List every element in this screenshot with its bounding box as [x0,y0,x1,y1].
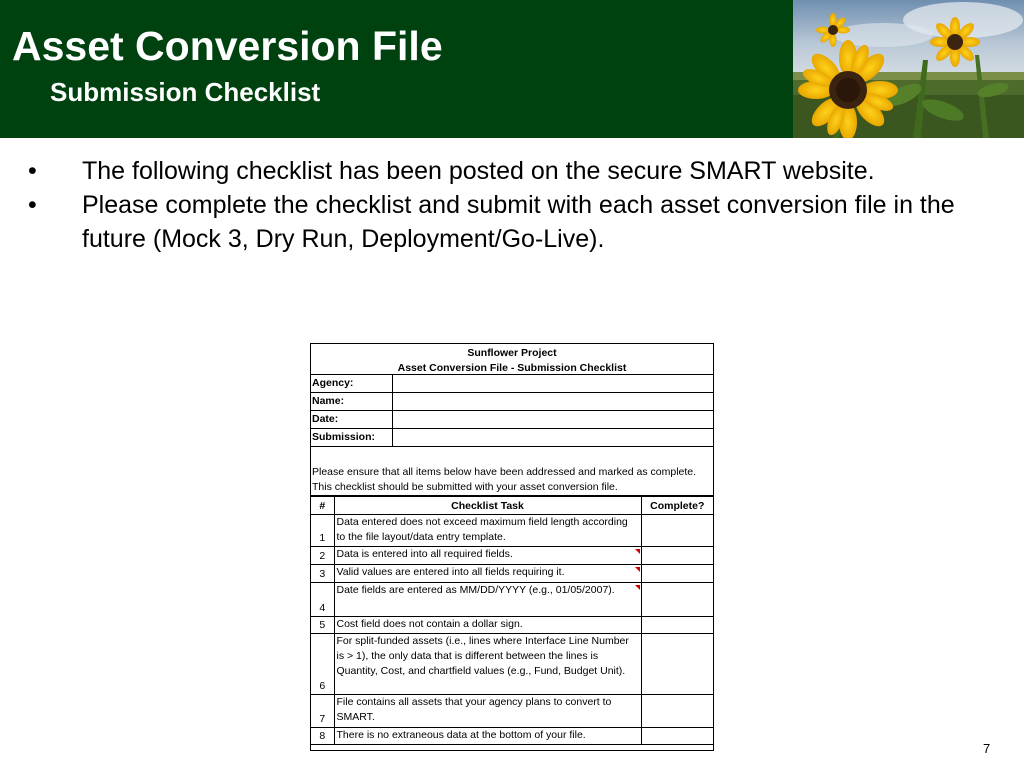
field-label: Agency: [311,375,393,392]
task-complete [641,565,713,583]
task-complete [641,728,713,745]
table-row [311,547,713,565]
task-number: 3 [311,565,334,583]
bullet-list [28,154,978,256]
field-row-date [311,411,713,429]
field-row-agency [311,375,713,393]
task-number: 5 [311,617,334,634]
table-row [311,565,713,583]
field-value [393,375,713,392]
task-complete [641,634,713,695]
table-row [311,728,713,745]
table-row [311,634,713,695]
checklist-header [311,344,713,375]
field-row-submission [311,429,713,447]
comment-indicator-icon [635,567,640,572]
task-text: Valid values are entered into all fields requiring it. [334,565,641,583]
bullet-text: Please complete the checklist and submit with each asset conversion file in the future (Mock 3, Dry Run, Deployment/Go-Live). [82,191,955,253]
field-label: Date: [311,411,393,428]
column-header-number: # [311,497,334,515]
field-value [393,429,713,446]
comment-indicator-icon [635,585,640,590]
task-complete [641,617,713,634]
column-header-task: Checklist Task [334,497,641,515]
checklist-heading: Asset Conversion File - Submission Checklist [397,362,627,374]
table-row [311,617,713,634]
task-text: For split-funded assets (i.e., lines where Interface Line Number is > 1), the only data that is different between the lines is Quantity, Cost, and chartfield values (e.g., Fund, Budget Unit). [334,634,641,695]
task-number: 1 [311,515,334,547]
checklist-instructions: Please ensure that all items below have been addressed and marked as complete. This checklist should be submitted with your asset conversion file. [311,447,713,496]
slide-subtitle: Submission Checklist [50,77,321,107]
task-number: 4 [311,583,334,617]
bullet-item [28,154,978,188]
bullet-dot: • [28,157,37,185]
bullet-text: The following checklist has been posted on the secure SMART website. [82,157,875,185]
slide-title: Asset Conversion File [12,23,443,69]
field-value [393,411,713,428]
table-row [311,583,713,617]
field-row-name [311,393,713,411]
task-text: There is no extraneous data at the bottom of your file. [334,728,641,745]
field-label: Name: [311,393,393,410]
task-text: Cost field does not contain a dollar sign. [334,617,641,634]
task-number: 8 [311,728,334,745]
bullet-item [28,188,978,256]
task-table [311,496,713,745]
field-label: Submission: [311,429,393,446]
page-number: 7 [983,741,991,756]
table-row [311,515,713,547]
comment-indicator-icon [635,549,640,554]
task-complete [641,583,713,617]
task-complete [641,547,713,565]
project-name: Sunflower Project [467,347,557,359]
task-number: 2 [311,547,334,565]
sunflower-photo [793,0,1024,138]
task-text: Date fields are entered as MM/DD/YYYY (e.g., 01/05/2007). [334,583,641,617]
checklist-document [310,343,714,751]
task-number: 6 [311,634,334,695]
field-value [393,393,713,410]
task-complete [641,515,713,547]
table-header-row [311,497,713,515]
slide-header [0,0,1024,138]
column-header-complete: Complete? [641,497,713,515]
task-text: File contains all assets that your agency plans to convert to SMART. [334,695,641,728]
task-complete [641,695,713,728]
bullet-dot: • [28,191,37,219]
task-number: 7 [311,695,334,728]
table-row [311,695,713,728]
task-text: Data entered does not exceed maximum field length according to the file layout/data entry template. [334,515,641,547]
task-text: Data is entered into all required fields. [334,547,641,565]
